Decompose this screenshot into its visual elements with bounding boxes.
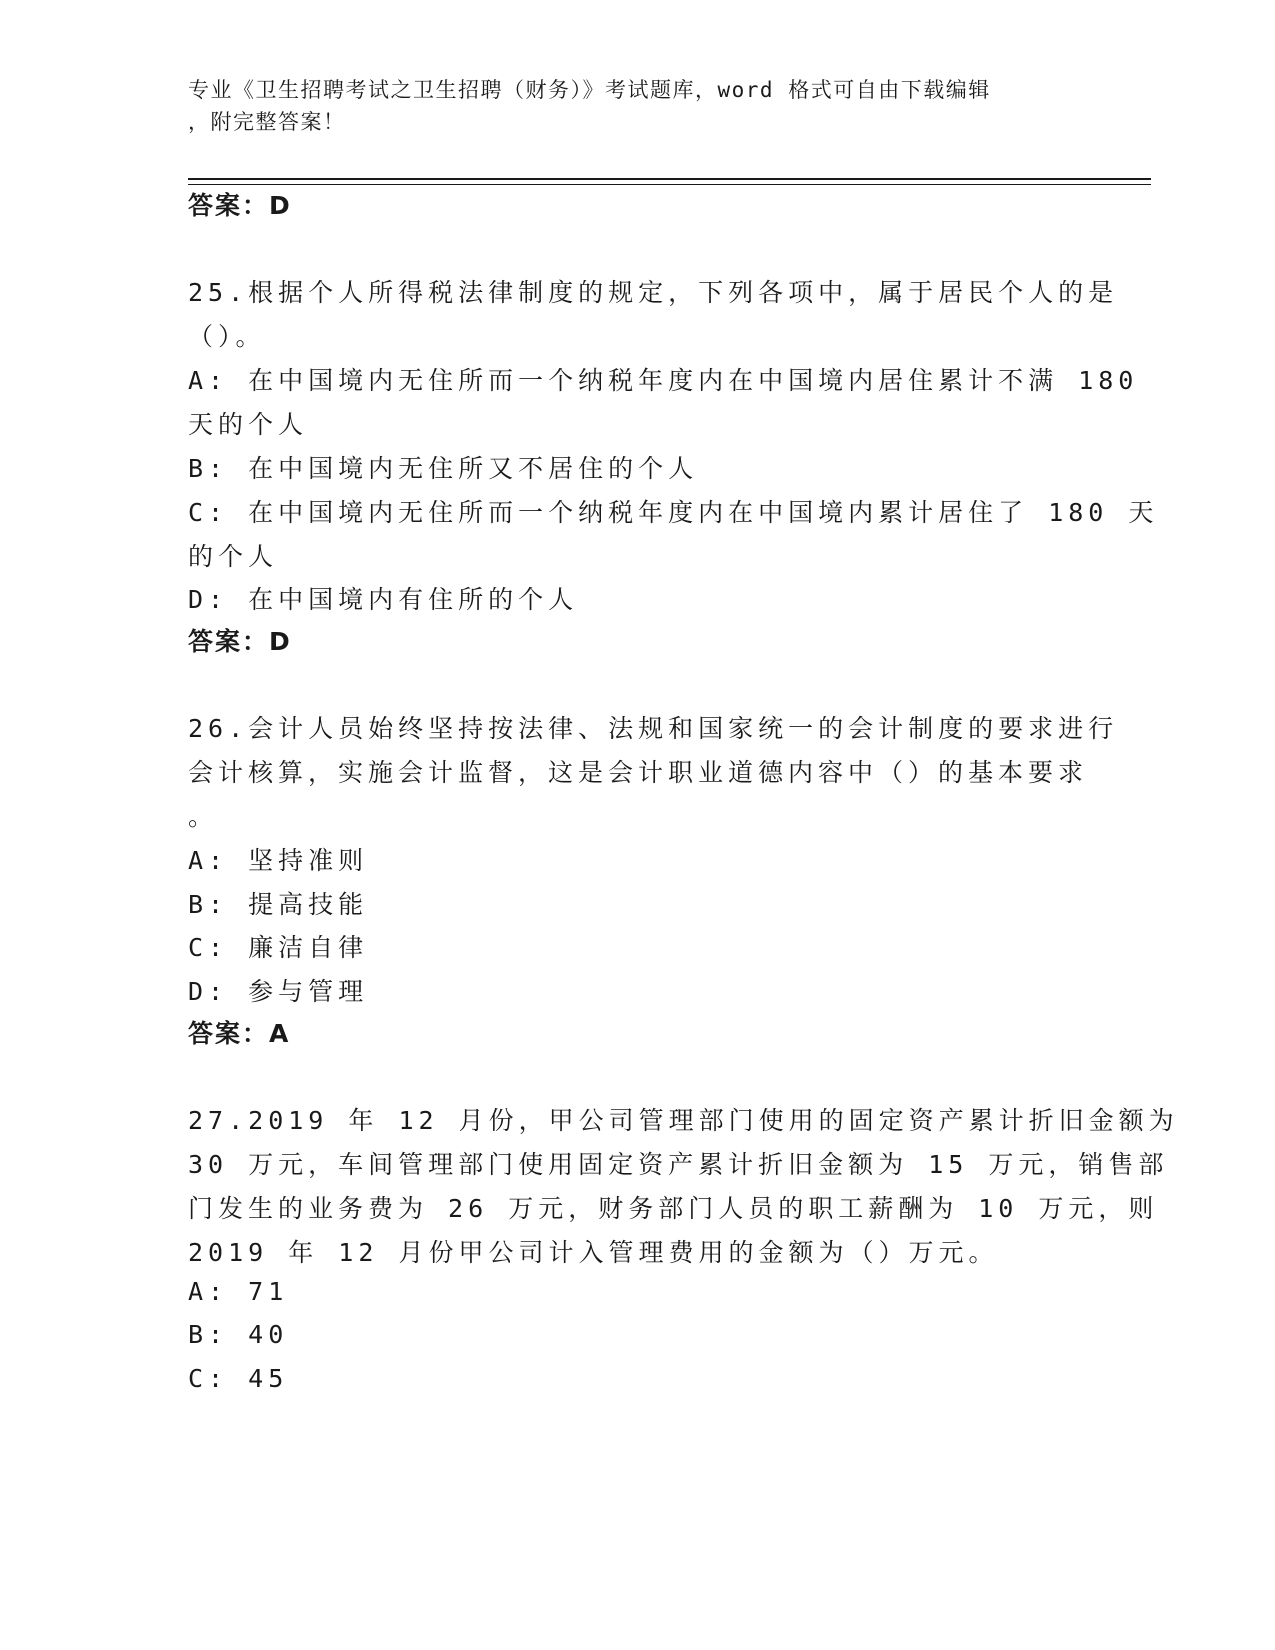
question-27-option-b: B: 40 (188, 1320, 289, 1349)
question-25-option-c-1: C: 在中国境内无住所而一个纳税年度内在中国境内累计居住了 180 天 (188, 498, 1159, 527)
answer-24: 答案：D (188, 191, 292, 220)
header-line-2: ，附完整答案！ (188, 110, 346, 134)
question-25-option-a-1: A: 在中国境内无住所而一个纳税年度内在中国境内居住累计不满 180 (188, 366, 1139, 395)
question-25-option-b: B: 在中国境内无住所又不居住的个人 (188, 454, 699, 483)
header-rule-thin (188, 184, 1151, 185)
question-25-option-d: D: 在中国境内有住所的个人 (188, 585, 579, 614)
question-26-option-d: D: 参与管理 (188, 977, 369, 1006)
page-header (188, 74, 1088, 138)
question-27-option-c: C: 45 (188, 1364, 289, 1393)
question-27-stem-1: 27.2019 年 12 月份，甲公司管理部门使用的固定资产累计折旧金额为 (188, 1106, 1179, 1135)
answer-26: 答案：A (188, 1019, 291, 1048)
question-27-stem-4: 2019 年 12 月份甲公司计入管理费用的金额为（）万元。 (188, 1238, 999, 1267)
question-27-option-a: A: 71 (188, 1277, 289, 1306)
question-27-stem-2: 30 万元，车间管理部门使用固定资产累计折旧金额为 15 万元，销售部 (188, 1150, 1169, 1179)
question-26-option-a: A: 坚持准则 (188, 846, 369, 875)
question-26-stem-1: 26.会计人员始终坚持按法律、法规和国家统一的会计制度的要求进行 (188, 714, 1119, 743)
question-25-option-c-2: 的个人 (188, 542, 279, 571)
question-25-option-a-2: 天的个人 (188, 410, 309, 439)
header-line-1: 专业《卫生招聘考试之卫生招聘（财务）》考试题库，word 格式可自由下载编辑 (188, 78, 991, 102)
question-26-stem-2: 会计核算，实施会计监督，这是会计职业道德内容中（）的基本要求 (188, 758, 1089, 787)
question-26-option-c: C: 廉洁自律 (188, 933, 369, 962)
header-rule-thick (188, 178, 1151, 180)
question-26-option-b: B: 提高技能 (188, 890, 369, 919)
question-25-stem-1: 25.根据个人所得税法律制度的规定，下列各项中，属于居民个人的是 (188, 278, 1119, 307)
answer-25: 答案：D (188, 627, 292, 656)
question-26-stem-3: 。 (188, 802, 219, 831)
question-27-stem-3: 门发生的业务费为 26 万元，财务部门人员的职工薪酬为 10 万元，则 (188, 1194, 1159, 1223)
question-25-stem-2: （）。 (188, 322, 266, 351)
